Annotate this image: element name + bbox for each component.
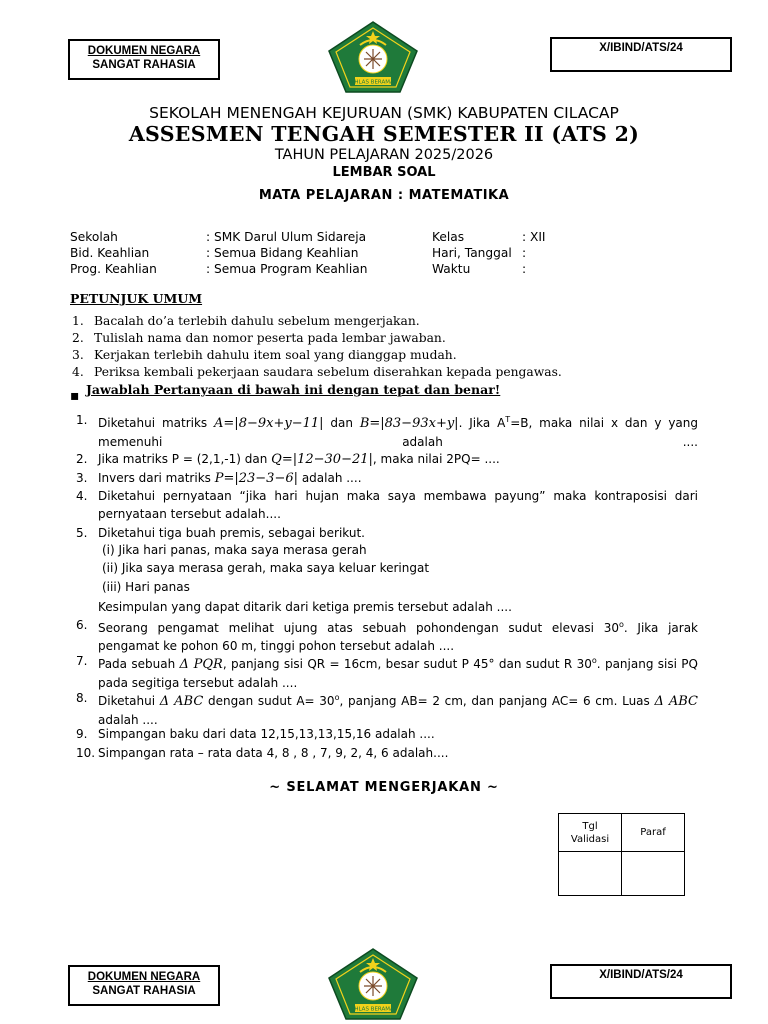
validation-signature-header: Paraf — [622, 814, 685, 852]
kemenag-emblem-icon — [328, 948, 418, 1020]
info-value-date: : — [522, 246, 527, 260]
question-1: 1. Diketahui matriks A=|8−9x+y−11| dan B=|83−93x+y|. Jika $A^T=B$, maka nilai x dan y yang memenuhi adalah .... — [76, 413, 698, 449]
classification-line1: DOKUMEN NEGARA — [87, 45, 201, 57]
premise-3: (iii) Hari panas — [102, 580, 190, 594]
info-label-class: Kelas — [432, 230, 465, 244]
academic-year: TAHUN PELAJARAN 2025/2026 — [274, 147, 494, 163]
school-heading: SEKOLAH MENENGAH KEJURUAN (SMK) KABUPATEN CILACAP — [149, 104, 619, 122]
classification-line2: SANGAT RAHASIA — [92, 59, 196, 71]
question-8: 8. Diketahui Δ ABC dengan sudut $A= 30^o$, panjang AB= 2 cm, dan panjang AC= 6 cm. Luas Δ ABC adalah .... — [76, 691, 698, 727]
question-10: 10. Simpangan rata – rata data 4, 8 , 8 , 7, 9, 2, 4, 6 adalah.... — [76, 746, 449, 760]
classification-line2: SANGAT RAHASIA — [92, 985, 196, 997]
sheet-label: LEMBAR SOAL — [332, 165, 436, 180]
question-9: 9. Simpangan baku dari data 12,15,13,13,15,16 adalah .... — [76, 727, 435, 741]
premise-2: (ii) Jika saya merasa gerah, maka saya keluar keringat — [102, 561, 430, 575]
premise-1: (i) Jika hari panas, maka saya merasa gerah — [102, 543, 367, 557]
classification-box-bottom — [68, 965, 220, 1006]
question-2: 2. Jika matriks P = (2,1,-1) dan Q=|12−30−21|, maka nilai 2PQ= .... — [76, 452, 500, 467]
info-value-time: : — [522, 262, 527, 276]
validation-date-header: Tgl Validasi — [559, 814, 622, 852]
question-7: 7. Pada sebuah Δ PQR, panjang sisi QR = 16cm, besar sudut P 45° dan sudut R 30$^o$. panjang sisi PQ pada segitiga tersebut adalah .... — [76, 654, 698, 690]
logo-caption: IKHLAS BERAMAL — [349, 79, 397, 86]
question-6: 6. Seorang pengamat melihat ujung atas sebuah pohondengan sudut elevasi 30$^o$. Jika jarak pengamat ke pohon 60 m, tinggi pohon tersebut adalah .... — [76, 618, 699, 653]
instruction-item: 4. Periksa kembali pekerjaan saudara sebelum diserahkan kepada pengawas. — [72, 365, 562, 379]
document-code-top: X/IBIND/ATS/24 — [550, 37, 732, 72]
info-value-program: : Semua Program Keahlian — [206, 262, 368, 276]
question-5-conclusion: Kesimpulan yang dapat ditarik dari ketiga premis tersebut adalah .... — [98, 600, 512, 614]
info-value-school: : SMK Darul Ulum Sidareja — [206, 230, 367, 244]
answer-prompt: Jawablah Pertanyaan di bawah ini dengan tepat dan benar! — [86, 382, 501, 397]
question-3: 3. Invers dari matriks P=|23−3−6| adalah .... — [76, 471, 362, 486]
subject-heading: MATA PELAJARAN : MATEMATIKA — [258, 188, 510, 203]
validation-signature-cell — [622, 852, 685, 896]
instruction-item: 2. Tulislah nama dan nomor peserta pada lembar jawaban. — [72, 331, 446, 345]
instruction-item: 3. Kerjakan terlebih dahulu item soal yang dianggap mudah. — [72, 348, 457, 362]
info-label-school: Sekolah — [70, 230, 118, 244]
question-4: 4. Diketahui pernyataan “jika hari hujan maka saya membawa payung” maka kontraposisi dari pernyataan tersebut adalah.... — [76, 489, 698, 521]
classification-box-top — [68, 39, 220, 80]
validation-date-cell — [559, 852, 622, 896]
logo-caption: IKHLAS BERAMAL — [349, 1006, 397, 1013]
classification-line1: DOKUMEN NEGARA — [87, 971, 201, 983]
info-label-field: Bid. Keahlian — [70, 246, 150, 260]
info-value-class: : XII — [522, 230, 546, 244]
bullet-icon: ▪ — [70, 388, 80, 404]
kemenag-emblem-icon — [328, 21, 418, 93]
closing-text: ~ SELAMAT MENGERJAKAN ~ — [269, 780, 499, 795]
question-5: 5. Diketahui tiga buah premis, sebagai berikut. — [76, 526, 365, 540]
instruction-item: 1. Bacalah do’a terlebih dahulu sebelum mengerjakan. — [72, 314, 420, 328]
document-code-bottom: X/IBIND/ATS/24 — [550, 964, 732, 999]
validation-table — [558, 813, 685, 896]
exam-title: ASSESMEN TENGAH SEMESTER II (ATS 2) — [128, 122, 640, 146]
info-label-time: Waktu — [432, 262, 471, 276]
info-value-field: : Semua Bidang Keahlian — [206, 246, 359, 260]
instructions-title: PETUNJUK UMUM — [70, 291, 203, 306]
info-label-date: Hari, Tanggal — [432, 246, 512, 260]
info-label-program: Prog. Keahlian — [70, 262, 157, 276]
